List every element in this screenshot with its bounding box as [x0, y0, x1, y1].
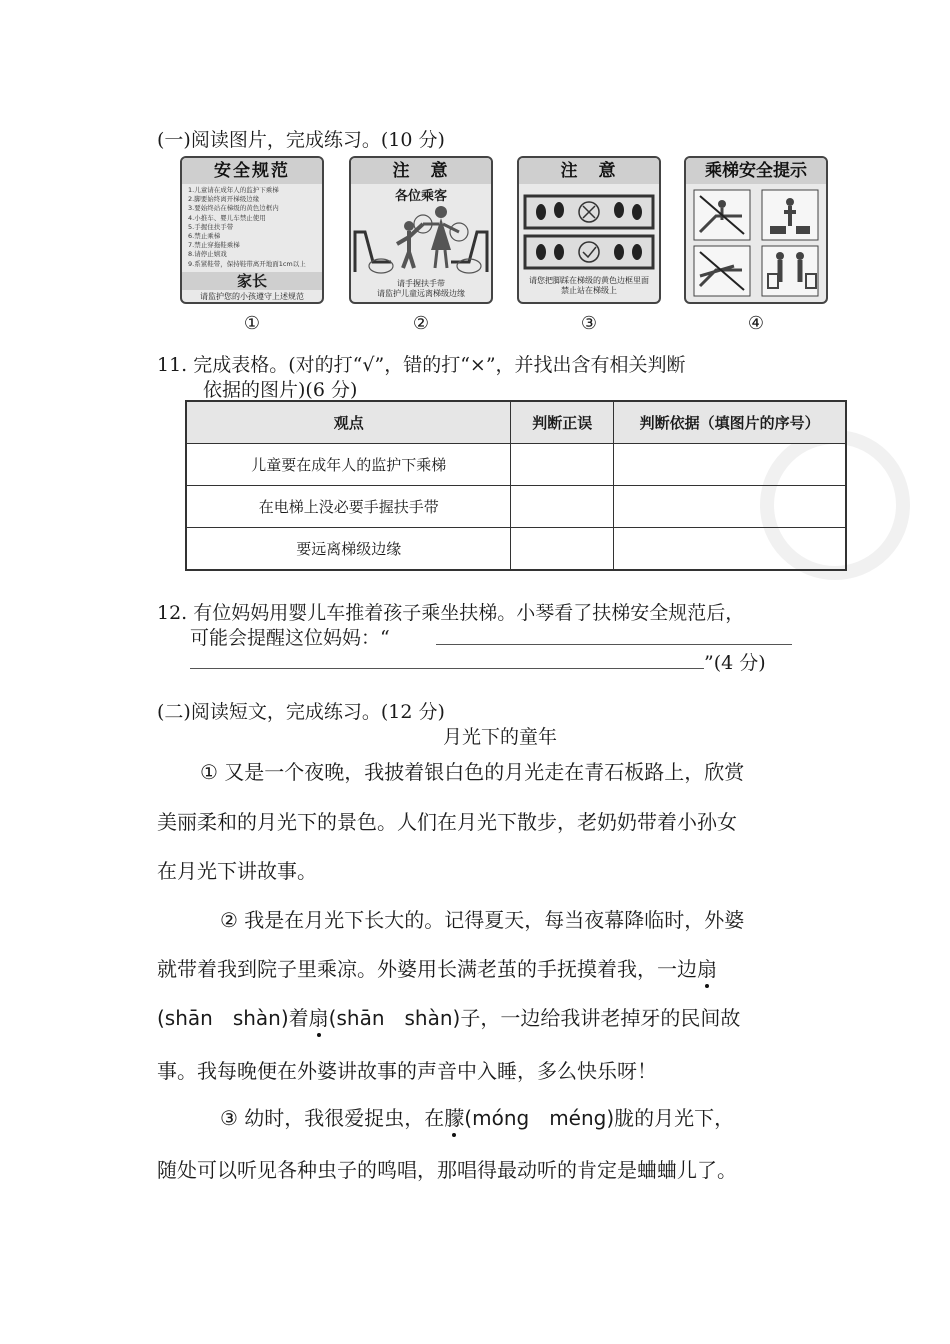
paragraph1-line: ① 又是一个夜晚，我披着银白色的月光走在青石板路上，欣赏 — [200, 760, 745, 784]
rule-item: 8.请停止嬉戏 — [188, 250, 227, 259]
panel-note-line: 请您把脚踩在梯级的黄色边框里面 — [529, 276, 649, 285]
panel-title: 安全规范 — [182, 158, 322, 184]
article-title: 月光下的童年 — [443, 726, 558, 748]
rule-item: 1.儿童请在成年人的监护下乘梯 — [188, 186, 279, 194]
answer-blank-line-1[interactable] — [436, 644, 792, 645]
paragraph1-line: 在月光下讲故事。 — [157, 859, 317, 883]
paragraph3-line: 随处可以听见各种虫子的鸣唱，那唱得最动听的肯定是蛐蛐儿了。 — [157, 1158, 737, 1182]
panel-title: 乘梯安全提示 — [686, 158, 826, 184]
rule-item: 9.系紧鞋带，保持鞋带离开地面1cm以上 — [188, 259, 306, 268]
panel-note — [519, 276, 659, 296]
section1-heading: (一)阅读图片，完成练习。(10 分) — [157, 129, 445, 151]
text-span: (shān shàn)着 — [157, 1006, 309, 1030]
q11-line1: 11. 完成表格。(对的打“√”，错的打“×”，并找出含有相关判断 — [157, 354, 686, 376]
attention-panel-footprints — [517, 156, 661, 304]
text-span: (shān shàn)子，一边给我讲老掉牙的民间故 — [328, 1006, 741, 1030]
dotted-char: 扇 — [308, 1006, 329, 1030]
answer-blank-line-2[interactable] — [190, 668, 704, 669]
paragraph2-line: ② 我是在月光下长大的。记得夏天，每当夜幕降临时，外婆 — [220, 908, 745, 932]
parent-label: 家长 — [182, 272, 322, 290]
viewpoint-cell: 儿童要在成年人的监护下乘梯 — [186, 444, 511, 486]
rules-list — [188, 186, 320, 269]
column-header: 观点 — [186, 401, 511, 444]
viewpoint-cell: 在电梯上没必要手握扶手带 — [186, 486, 511, 528]
safety-tips-icons — [686, 186, 826, 302]
safety-rules-panel — [180, 156, 324, 304]
q12-line2: 可能会提醒这位妈妈：“ — [190, 627, 390, 649]
footprint-illustration — [519, 188, 659, 274]
panel-note-line: 请监护儿童远离梯级边缘 — [377, 289, 465, 298]
basis-cell[interactable] — [614, 444, 846, 486]
rule-item: 2.脚要始终离开梯级边缘 — [188, 195, 260, 204]
panel-caption: ② — [412, 313, 430, 334]
rule-item: 7.禁止穿拖鞋乘梯 — [188, 241, 240, 250]
basis-cell[interactable] — [614, 486, 846, 528]
judgement-cell[interactable] — [511, 486, 614, 528]
column-header: 判断依据（填图片的序号） — [614, 401, 846, 444]
dotted-char: 朦 — [444, 1106, 465, 1130]
paragraph2-line — [157, 957, 717, 981]
text-span: 就带着我到院子里乘凉。外婆用长满老茧的手抚摸着我，一边 — [157, 957, 697, 981]
panel-title: 注 意 — [519, 158, 659, 184]
table-row — [186, 528, 846, 571]
basis-cell[interactable] — [614, 528, 846, 571]
section2-heading: (二)阅读短文，完成练习。(12 分) — [157, 701, 445, 723]
q12-line3-end: ”(4 分) — [704, 652, 766, 674]
table-row — [186, 444, 846, 486]
table-row — [186, 486, 846, 528]
paragraph1-line: 美丽柔和的月光下的景色。人们在月光下散步，老奶奶带着小孙女 — [157, 810, 737, 834]
rule-item: 6.禁止乘梯 — [188, 232, 221, 241]
escalator-safety-tips-panel — [684, 156, 828, 304]
text-span: ③ 幼时，我很爱捉虫，在 — [220, 1106, 445, 1130]
panel-note — [351, 279, 491, 299]
panel-title: 注 意 — [351, 158, 491, 184]
attention-panel-hold-handrail — [349, 156, 493, 304]
paragraph3-line — [220, 1106, 734, 1130]
judgement-cell[interactable] — [511, 444, 614, 486]
parent-note: 请监护您的小孩遵守上述规范 — [200, 292, 304, 301]
dotted-char: 扇 — [697, 957, 717, 981]
rule-item: 3.要始终站在梯级的黄色边框内 — [188, 204, 279, 213]
q11-line2: 依据的图片)(6 分) — [203, 379, 358, 401]
viewpoint-cell: 要远离梯级边缘 — [186, 528, 511, 571]
paragraph2-line: 事。我每晚便在外婆讲故事的声音中入睡，多么快乐呀！ — [157, 1059, 657, 1083]
text-span: (móng méng)胧的月光下， — [464, 1106, 735, 1130]
panel-subtitle: 各位乘客 — [394, 189, 447, 204]
panel-caption: ① — [243, 313, 261, 334]
panel-caption: ③ — [580, 313, 598, 334]
rule-item: 5.手握住扶手带 — [188, 222, 234, 231]
panel-note-line: 禁止站在梯级上 — [561, 286, 617, 295]
escalator-family-illustration — [351, 202, 491, 274]
judgement-cell[interactable] — [511, 528, 614, 571]
paragraph2-line — [157, 1006, 740, 1030]
column-header: 判断正误 — [511, 401, 614, 444]
rule-item: 4.小推车、婴儿车禁止使用 — [188, 213, 266, 222]
judgement-table — [185, 400, 847, 571]
panel-note-line: 请手握扶手带 — [397, 279, 445, 288]
q12-line1: 12. 有位妈妈用婴儿车推着孩子乘坐扶梯。小琴看了扶梯安全规范后， — [157, 602, 745, 624]
table-header-row — [186, 401, 846, 444]
panel-caption: ④ — [747, 313, 765, 334]
